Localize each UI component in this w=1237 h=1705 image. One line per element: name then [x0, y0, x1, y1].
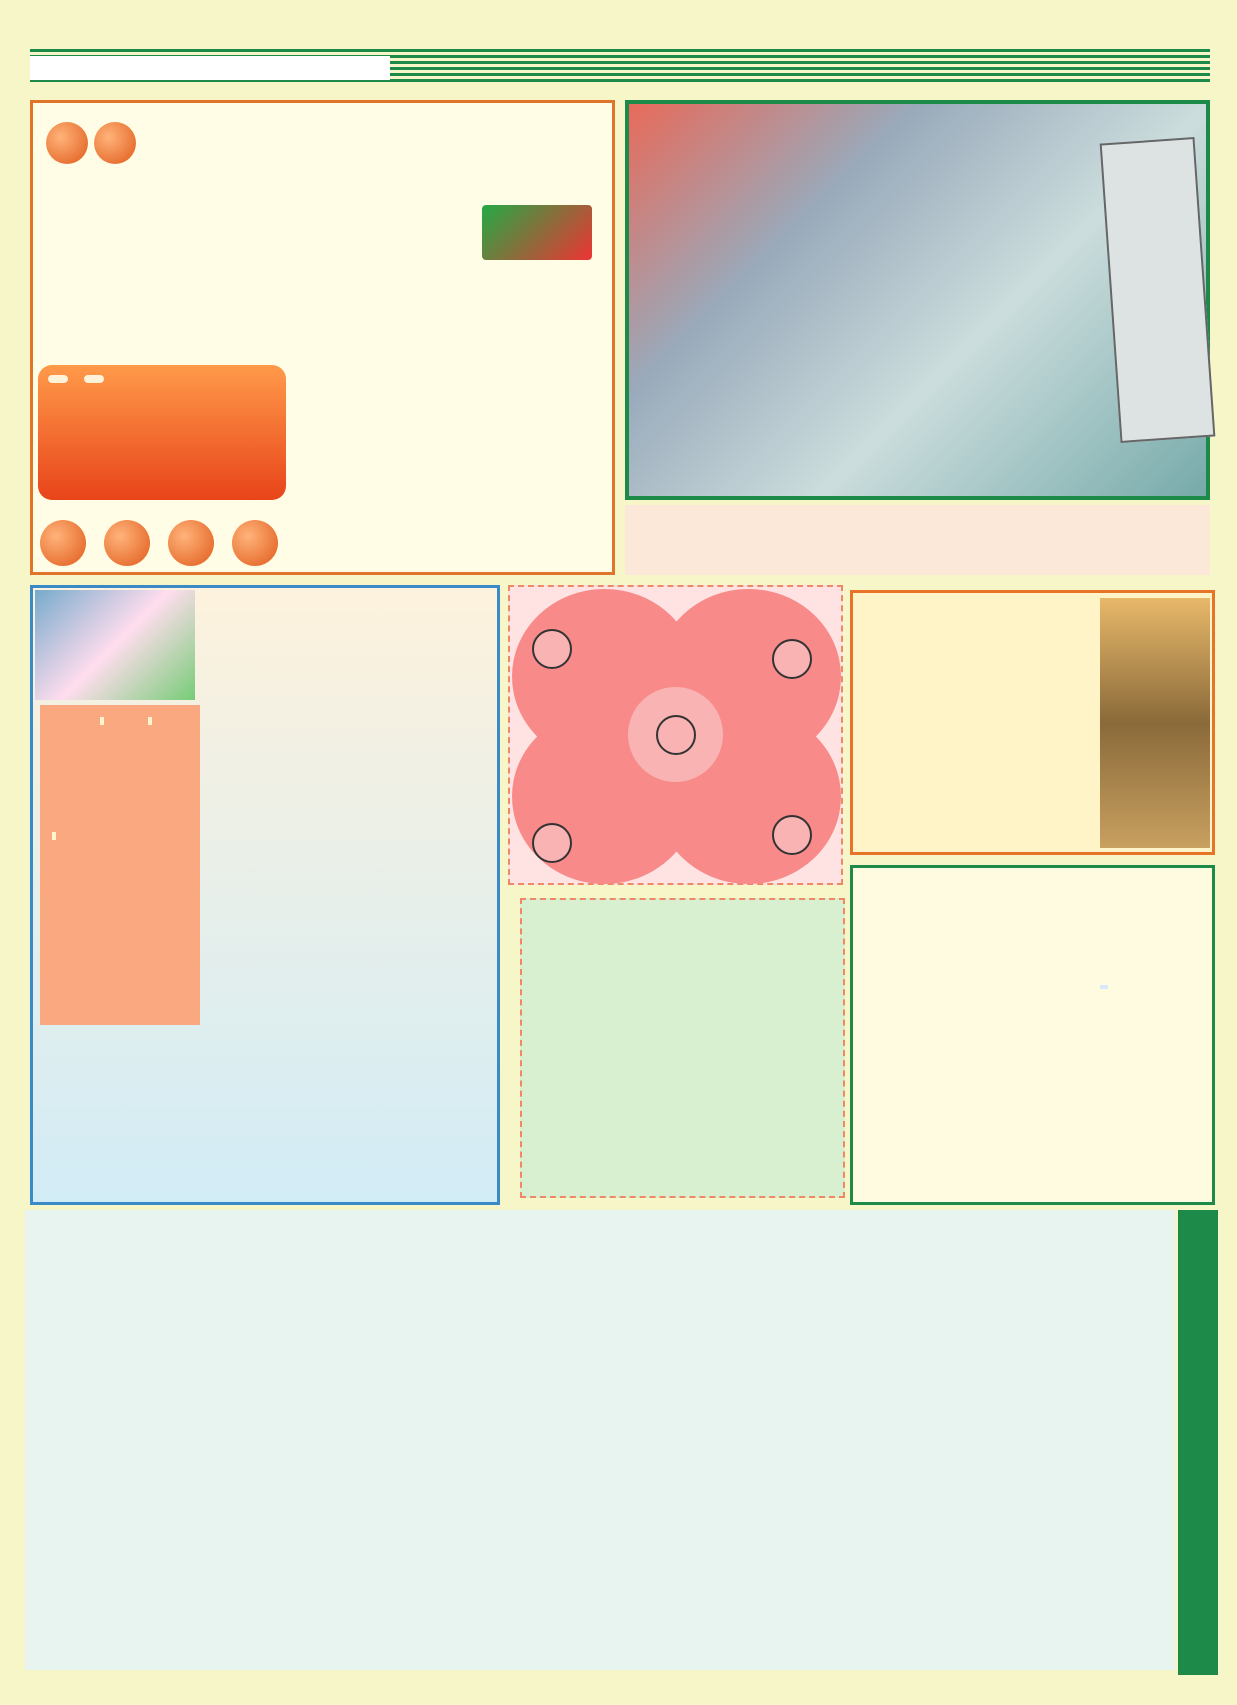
zodiac-bl	[532, 823, 572, 863]
panel-headline-title	[40, 122, 142, 164]
poem-panel	[520, 898, 845, 1198]
zodiac-tr	[772, 639, 812, 679]
tema-article	[868, 965, 1208, 1190]
badge-box	[38, 365, 286, 500]
label-total	[48, 375, 68, 383]
zodiac-clover	[508, 585, 843, 885]
guanyin-image	[1100, 598, 1210, 848]
menlei-logo	[35, 590, 195, 700]
zodiac-tl	[532, 629, 572, 669]
zodiac-center	[656, 715, 696, 755]
bottom-ball	[40, 520, 86, 566]
banner-blank	[625, 505, 1210, 575]
headline-ball-2	[94, 122, 136, 164]
badge-labels	[48, 375, 104, 383]
bottom-ball	[104, 520, 150, 566]
menlei-side	[40, 705, 200, 1025]
headline-ball-1	[46, 122, 88, 164]
label-tema	[84, 375, 104, 383]
bottom-balls	[40, 520, 278, 566]
trend-chart	[25, 1210, 1175, 1670]
bottom-ball	[168, 520, 214, 566]
col2-head	[100, 710, 104, 729]
header-blank	[30, 56, 390, 80]
col3-head	[52, 825, 56, 844]
bottom-ball	[232, 520, 278, 566]
col1-head	[148, 710, 152, 729]
zodiac-br	[772, 815, 812, 855]
chart-side-title	[1178, 1210, 1218, 1675]
